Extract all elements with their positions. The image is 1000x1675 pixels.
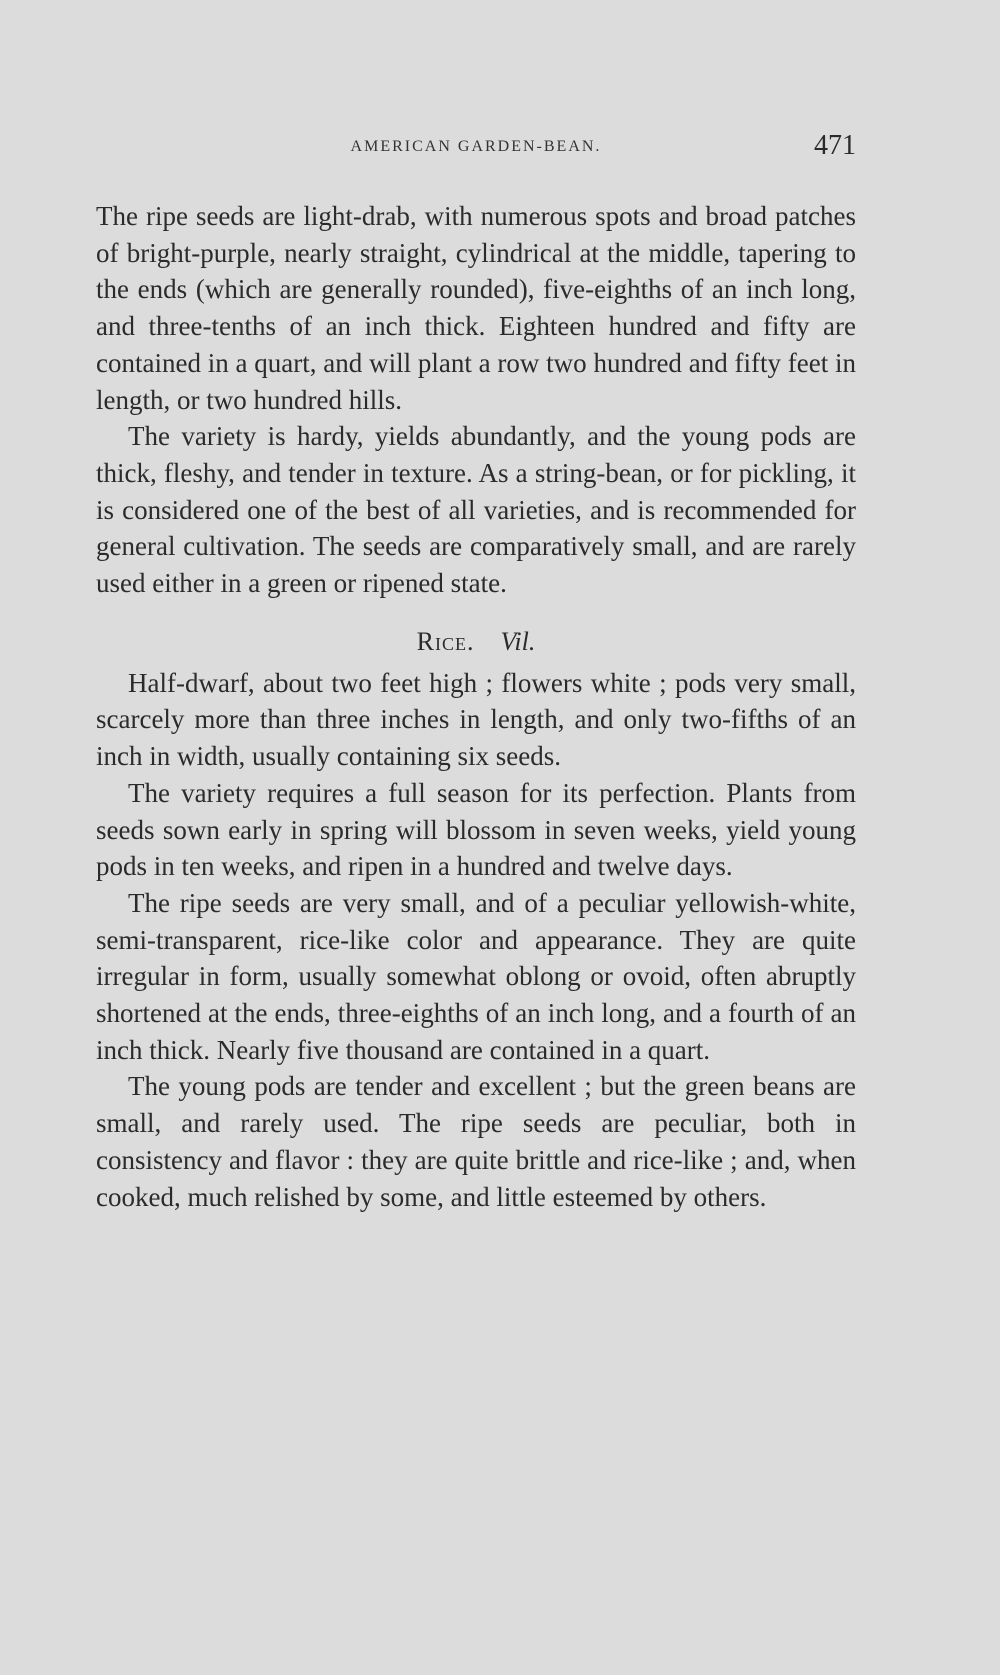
- paragraph: The variety requires a full season for its perfection. Plants from seeds sown early in spring will blossom in seven weeks, yield young pods in ten weeks, and ripen in a hundred and twelve days.: [96, 777, 856, 882]
- paragraph: Half-dwarf, about two feet high ; flowers white ; pods very small, scarcely more than three inches in length, and only two-fifths of an inch in width, usually containing six seeds.: [96, 667, 856, 772]
- page-number: 471: [814, 130, 856, 161]
- section-heading-name: Rice.: [416, 626, 475, 656]
- running-title: AMERICAN GARDEN-BEAN.: [350, 138, 602, 155]
- paragraph: The young pods are tender and excellent ; but the green beans are small, and rarely used. The ripe seeds are peculiar, both in consistency and flavor : they are quite brittle and rice-like ; and, when cooked, much relished by some, and little esteemed by others.: [96, 1071, 856, 1212]
- paragraph: The variety is hardy, yields abundantly, and the young pods are thick, fleshy, and tender in texture. As a string-bean, or for pickling, it is considered one of the best of all varieties, and is recommended for general cultivation. The seeds are comparatively small, and are rarely used either in a green or ripened state.: [96, 421, 856, 599]
- section-heading-alt-name: Vil.: [500, 626, 536, 656]
- paragraph: The ripe seeds are very small, and of a peculiar yellowish-white, semi-transparent, rice-like color and appearance. They are quite irregular in form, usually somewhat oblong or ovoid, often abruptly shortened at the ends, three-eighths of an inch long, and a fourth of an inch thick. Nearly five thousand are contained in a quart.: [96, 887, 856, 1065]
- body-text: [96, 198, 856, 1215]
- section-heading-rice: [96, 626, 856, 658]
- paragraph: The ripe seeds are light-drab, with numerous spots and broad patches of bright-purple, nearly straight, cylindrical at the middle, tapering to the ends (which are generally rounded), five-eighths of an inch long, and three-tenths of an inch thick. Eighteen hundred and fifty are contained in a quart, and will plant a row two hundred and fifty feet in length, or two hundred hills.: [96, 201, 856, 415]
- running-head: [96, 132, 856, 164]
